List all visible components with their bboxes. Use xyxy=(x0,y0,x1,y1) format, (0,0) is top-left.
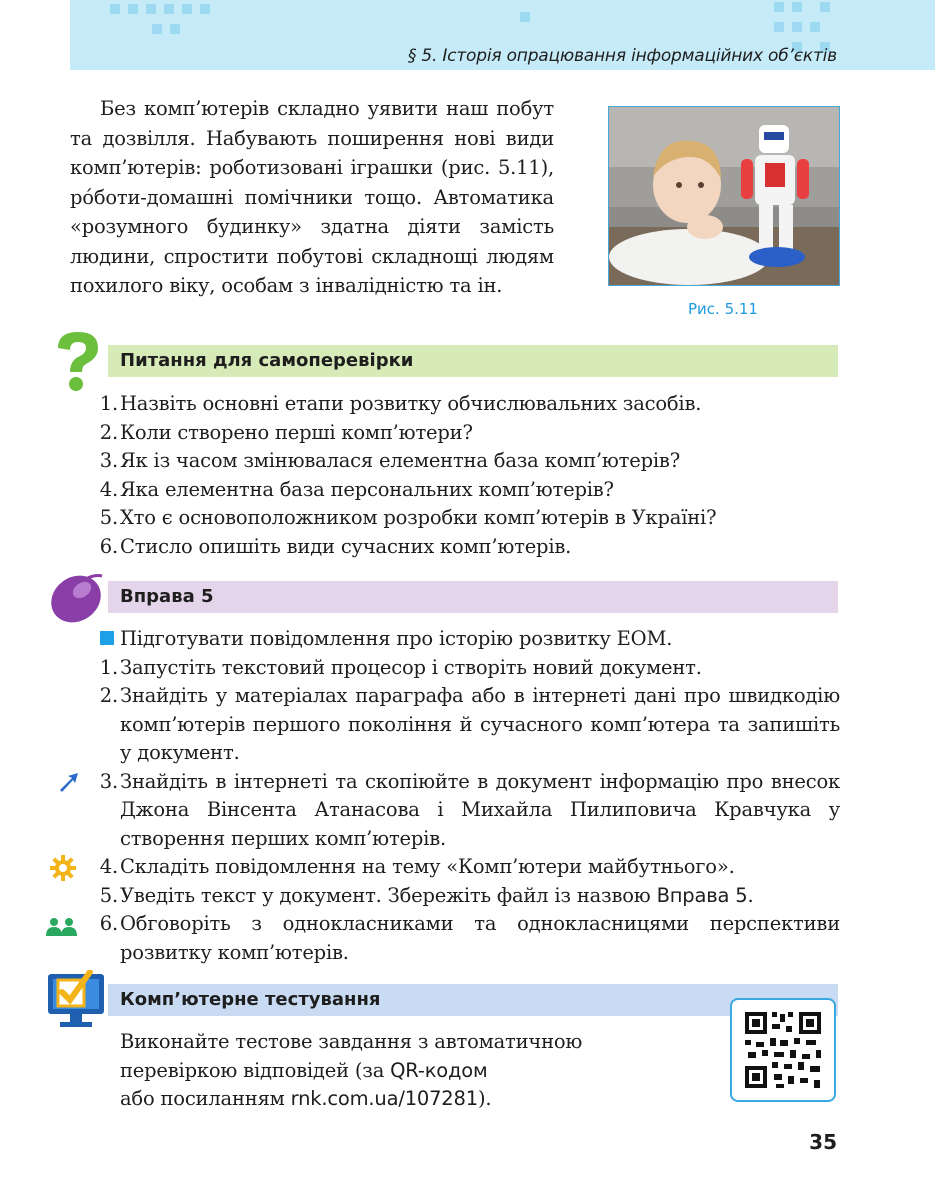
list-item: 4. Складіть повідомлення на тему «Комп’ютери майбутнього». xyxy=(70,853,840,882)
figure-caption: Рис. 5.11 xyxy=(688,300,758,318)
exercise-task: Підготувати повідомлення про історію розвитку ЕОМ. xyxy=(70,625,840,654)
figure-photo xyxy=(608,106,840,286)
list-item: 2. Знайдіть у матеріалах параграфа або в інтернеті дані про швидкодію комп’ютерів першого покоління й сучасного комп’ютера та запишіть у документ. xyxy=(99,684,840,764)
exercise-list xyxy=(70,625,840,967)
list-item: 6. Стисло опишіть види сучасних комп’ютерів. xyxy=(99,534,572,558)
mouse-icon xyxy=(46,572,106,630)
intro-paragraph: Без комп’ютерів складно уявити наш побут та дозвілля. Набувають поширення нові види комп’ютерів: роботизовані іграшки (рис. 5.11), рóботи-домашні помічники тощо. Автоматика «розумного будинку» здатна діяти замість людини, спростити побутові складнощі людям похилого віку, особам з інвалідністю та ін. xyxy=(70,97,554,297)
list-item: 1. Назвіть основні етапи розвитку обчислювальних засобів. xyxy=(99,392,702,415)
exercise-header: Вправа 5 xyxy=(108,581,838,613)
list-item: 5. Уведіть текст у документ. Збережіть файл із назвою Вправа 5. xyxy=(99,883,754,907)
list-item: 2. Коли створено перші комп’ютери? xyxy=(99,420,473,444)
self-check-list xyxy=(70,390,840,561)
child-robot-illustration xyxy=(609,107,839,285)
arrow-icon xyxy=(58,772,80,801)
list-item: 5. Хто є основоположником розробки комп’ютерів в Україні? xyxy=(99,506,717,529)
test-link[interactable]: rnk.com.ua/107281 xyxy=(290,1087,478,1110)
header-title: § 5. Історія опрацювання інформаційних об’єктів xyxy=(407,46,837,66)
testing-text: Виконайте тестове завдання з автоматичною перевіркою відповідей (за QR-кодом або посиланням rnk.com.ua/107281). xyxy=(120,1030,583,1110)
pair-work-icon xyxy=(46,916,78,945)
list-item: 1. Запустіть текстовий процесор і створіть новий документ. xyxy=(99,655,702,679)
file-name: Вправа 5 xyxy=(656,883,748,907)
qr-code-icon xyxy=(732,1000,834,1100)
qr-code[interactable] xyxy=(730,998,836,1102)
testing-header: Комп’ютерне тестування xyxy=(108,984,838,1016)
square-bullet-icon xyxy=(100,631,114,645)
page-number: 35 xyxy=(809,1130,837,1154)
list-item: 4. Яка елементна база персональних комп’ютерів? xyxy=(99,477,614,501)
list-item: 3. Як із часом змінювалася елементна база комп’ютерів? xyxy=(99,449,680,472)
list-item: 6. Обговоріть з однокласниками та однокласницями перспективи розвитку комп’ютерів. xyxy=(70,910,840,967)
monitor-check-icon xyxy=(46,970,110,1034)
question-mark-icon xyxy=(52,330,104,396)
list-item: 3. Знайдіть в інтернеті та скопіюйте в документ інформацію про внесок Джона Вінсента Атанасова і Михайла Пилиповича Кравчука у створення перших комп’ютерів. xyxy=(70,768,840,854)
self-check-header: Питання для самоперевірки xyxy=(108,345,838,377)
